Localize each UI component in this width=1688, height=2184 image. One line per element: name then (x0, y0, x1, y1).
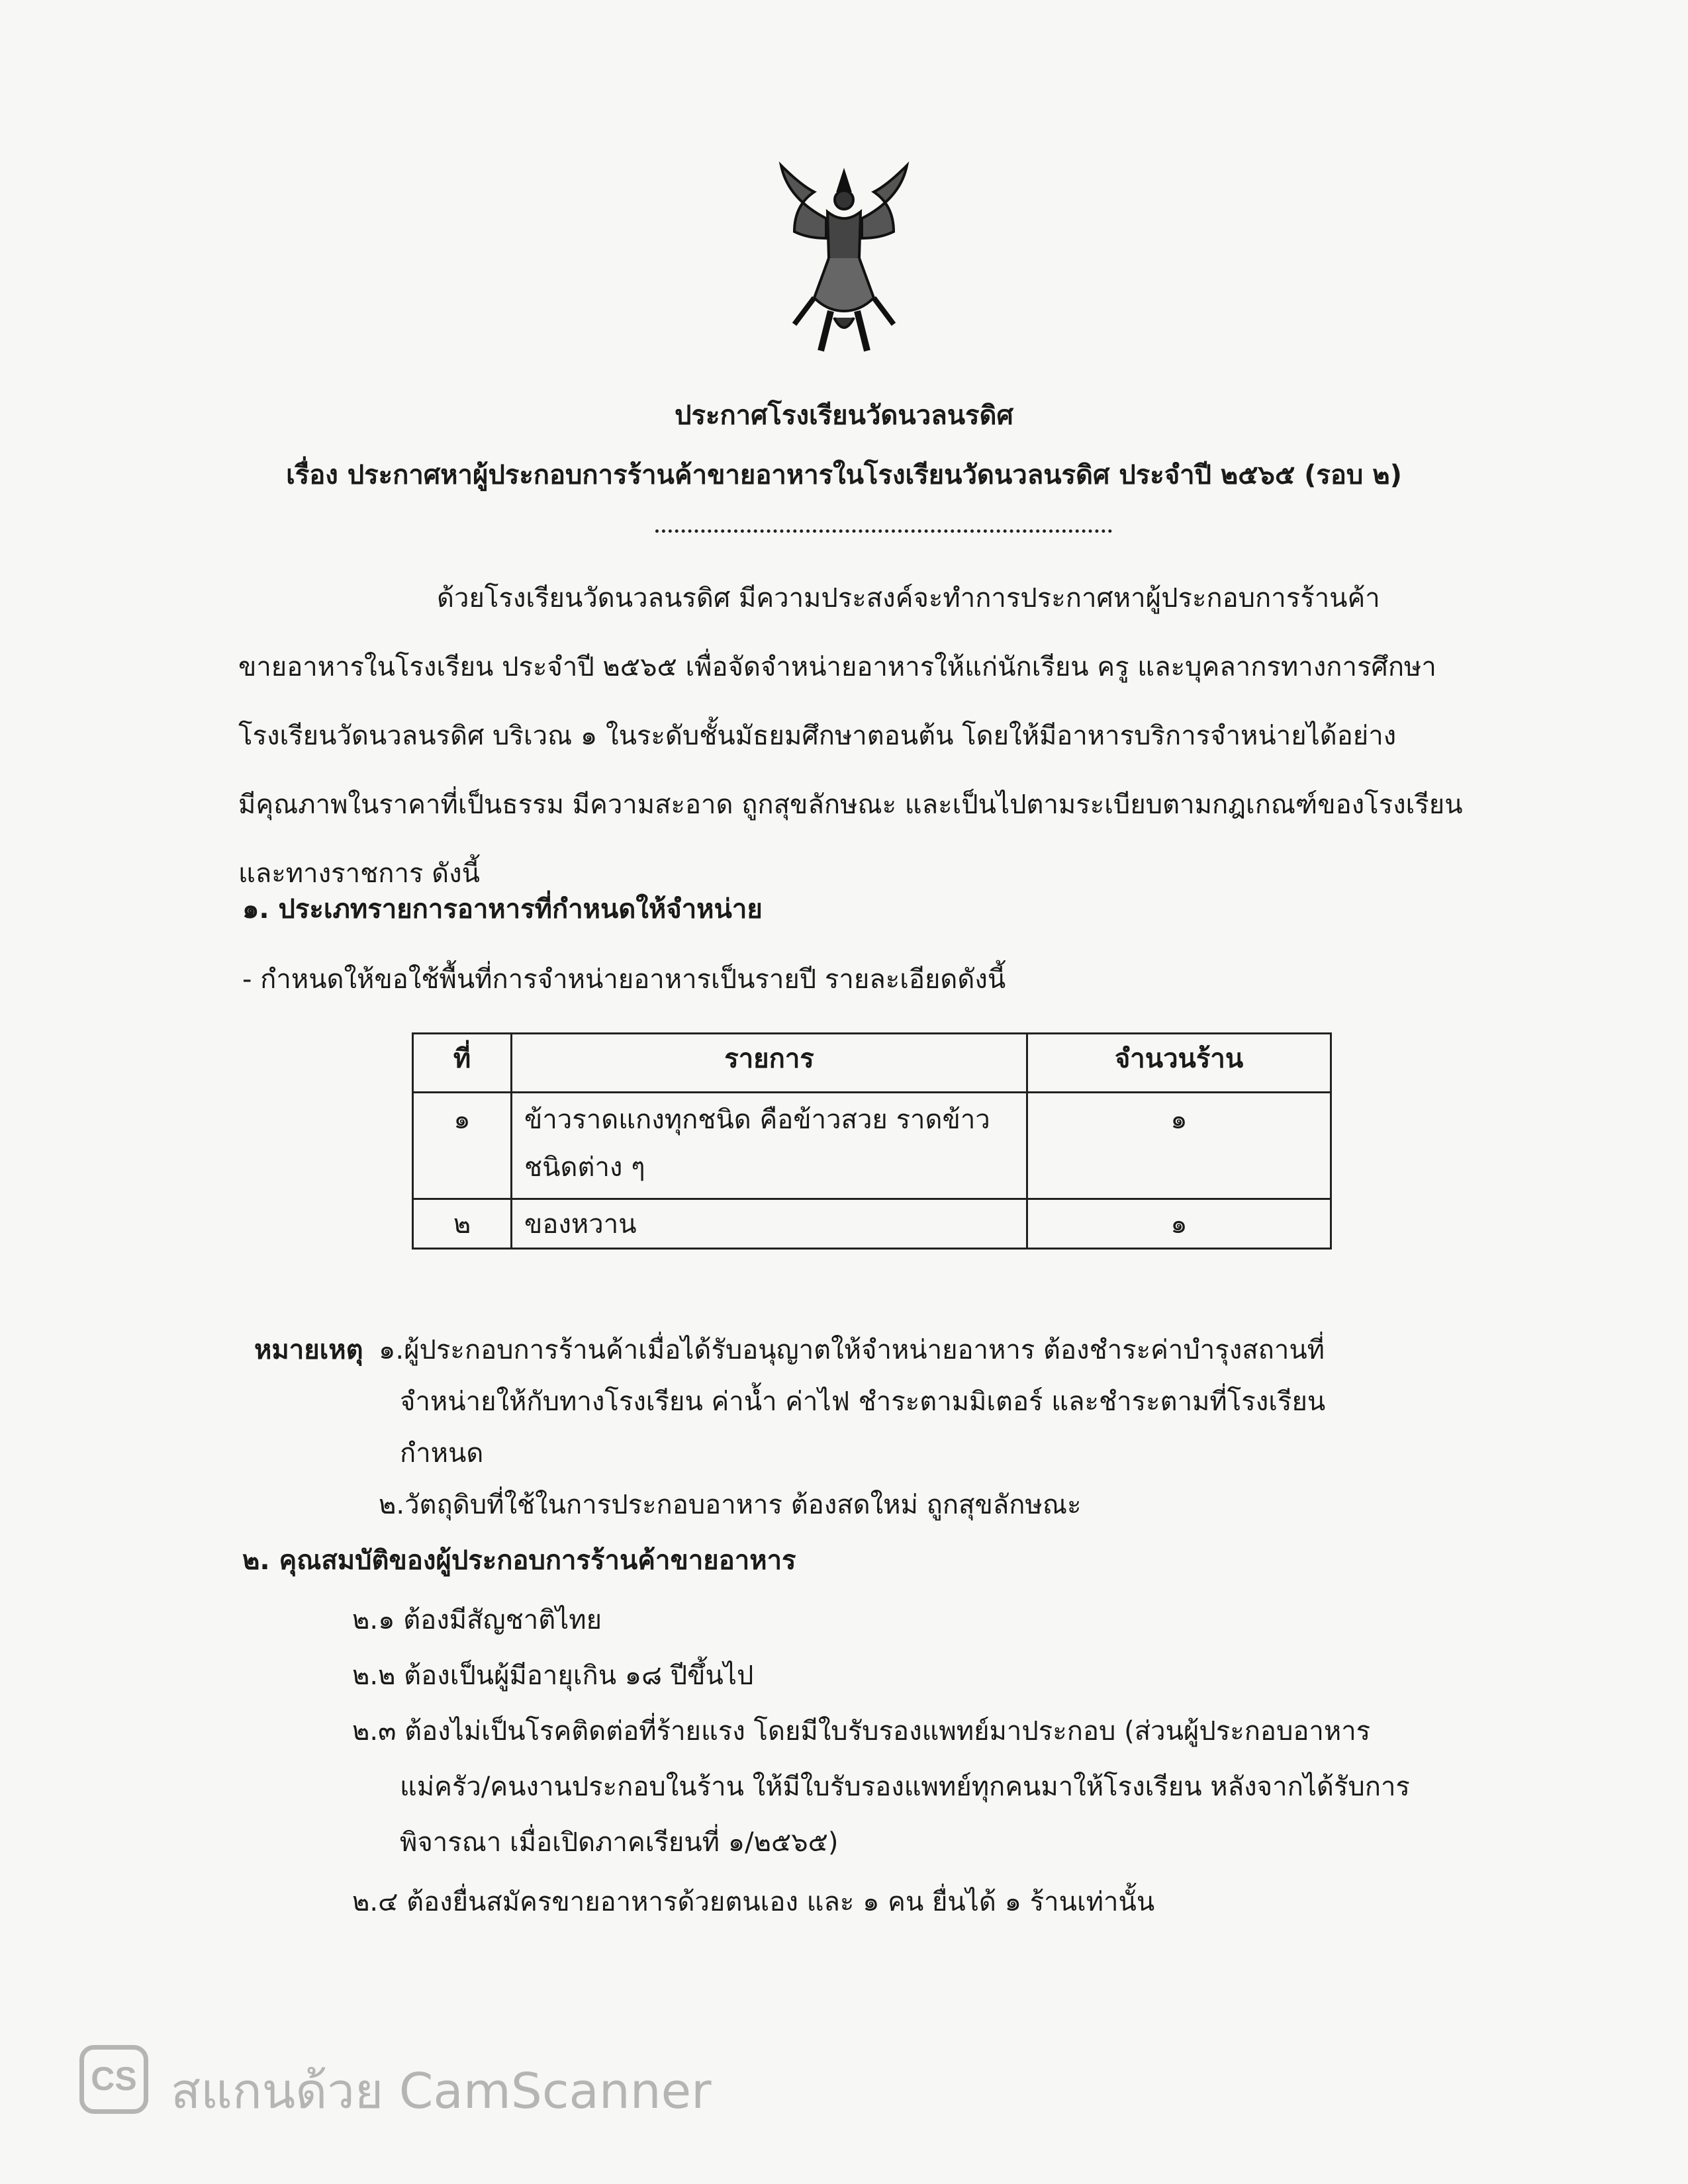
dotted-divider (655, 529, 1112, 533)
camscanner-logo-icon: CS (79, 2045, 148, 2114)
food-items-table (412, 1032, 1332, 1250)
remark-item: ๑.ผู้ประกอบการร้านค้าเมื่อได้รับอนุญาตให้จำหน่ายอาหาร ต้องชำระค่าบำรุงสถานที่ (379, 1335, 1325, 1365)
section1-note: - กำหนดให้ขอใช้พื้นที่การจำหน่ายอาหารเป็นรายปี รายละเอียดดังนี้ (242, 964, 1006, 995)
row-count: ๑ (1027, 1199, 1331, 1249)
row-item (512, 1093, 1027, 1199)
qualification-item: ๒.๔ ต้องยื่นสมัครขายอาหารด้วยตนเอง และ ๑ คน ยื่นได้ ๑ ร้านเท่านั้น (352, 1887, 1155, 1917)
row-item-line: ข้าวราดแกงทุกชนิด คือข้าวสวย ราดข้าว (524, 1105, 990, 1135)
table-row (413, 1093, 1331, 1199)
camscanner-watermark: สแกนด้วย CamScanner (171, 2063, 712, 2120)
row-no: ๒ (413, 1199, 512, 1249)
intro-line: โรงเรียนวัดนวลนรดิศ บริเวณ ๑ ในระดับชั้นมัธยมศึกษาตอนต้น โดยให้มีอาหารบริการจำหน่ายได้อย่าง (238, 721, 1397, 751)
qualification-item: ๒.๓ ต้องไม่เป็นโรคติดต่อที่ร้ายแรง โดยมีใบรับรองแพทย์มาประกอบ (ส่วนผู้ประกอบอาหาร (352, 1716, 1371, 1747)
announcement-title: ประกาศโรงเรียนวัดนวลนรดิศ (675, 400, 1013, 431)
remarks-label: หมายเหตุ (254, 1335, 363, 1365)
table-header-row (413, 1034, 1331, 1093)
remark-item: จำหน่ายให้กับทางโรงเรียน ค่าน้ำ ค่าไฟ ชำระตามมิเตอร์ และชำระตามที่โรงเรียน (400, 1387, 1326, 1417)
row-no: ๑ (413, 1093, 512, 1199)
row-item-line: ชนิดต่าง ๆ (524, 1152, 645, 1183)
row-item: ของหวาน (512, 1199, 1027, 1249)
intro-line: ขายอาหารในโรงเรียน ประจำปี ๒๕๖๕ เพื่อจัดจำหน่ายอาหารให้แก่นักเรียน ครู และบุคลากรทางการศึกษา (238, 652, 1436, 682)
qualification-item: แม่ครัว/คนงานประกอบในร้าน ให้มีใบรับรองแพทย์ทุกคนมาให้โรงเรียน หลังจากได้รับการ (400, 1772, 1410, 1802)
table-header-count: จำนวนร้าน (1027, 1034, 1331, 1093)
section1-heading: ๑. ประเภทรายการอาหารที่กำหนดให้จำหน่าย (242, 894, 763, 925)
remark-item: กำหนด (400, 1438, 484, 1469)
garuda-emblem-icon (774, 159, 914, 357)
intro-paragraph (238, 569, 1483, 913)
intro-line: ด้วยโรงเรียนวัดนวลนรดิศ มีความประสงค์จะทำการประกาศหาผู้ประกอบการร้านค้า (437, 583, 1380, 614)
row-count: ๑ (1027, 1093, 1331, 1199)
qualification-item: ๒.๑ ต้องมีสัญชาติไทย (352, 1605, 602, 1635)
table-header-no: ที่ (413, 1034, 512, 1093)
remark-item: ๒.วัตถุดิบที่ใช้ในการประกอบอาหาร ต้องสดใหม่ ถูกสุขลักษณะ (379, 1490, 1082, 1520)
section2-heading: ๒. คุณสมบัติของผู้ประกอบการร้านค้าขายอาหาร (242, 1545, 796, 1576)
announcement-subject: เรื่อง ประกาศหาผู้ประกอบการร้านค้าขายอาหารในโรงเรียนวัดนวลนรดิศ ประจำปี ๒๕๖๕ (รอบ ๒) (286, 460, 1402, 490)
intro-line: มีคุณภาพในราคาที่เป็นธรรม มีความสะอาด ถูกสุขลักษณะ และเป็นไปตามระเบียบตามกฎเกณฑ์ของโรงเรียน (238, 790, 1463, 820)
qualification-item: ๒.๒ ต้องเป็นผู้มีอายุเกิน ๑๘ ปีขึ้นไป (352, 1661, 754, 1691)
table-header-item: รายการ (512, 1034, 1027, 1093)
table-row (413, 1199, 1331, 1249)
intro-line: และทางราชการ ดังนี้ (238, 858, 480, 889)
qualification-item: พิจารณา เมื่อเปิดภาคเรียนที่ ๑/๒๕๖๕) (400, 1827, 839, 1858)
